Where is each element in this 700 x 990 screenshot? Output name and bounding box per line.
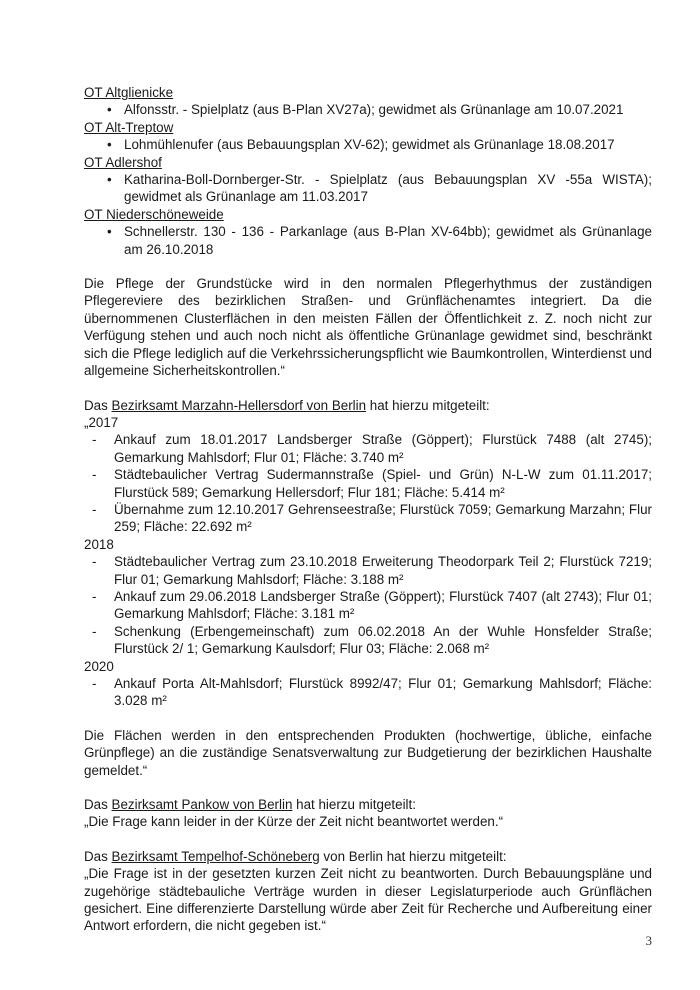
ot-heading: OT Niederschöneweide — [84, 206, 224, 222]
ot-section — [84, 154, 652, 206]
ot-bullet-item: • Lohmühlenufer (aus Bebauungsplan XV-62); gewidmet als Grünanlage 18.08.2017 — [124, 136, 652, 153]
marzahn-section — [84, 397, 652, 780]
ot-heading: OT Altglienicke — [84, 85, 174, 100]
ot-bullet-item: • Katharina-Boll-Dornberger-Str. - Spielplatz (aus Bebauungsplan XV -55a WISTA); gewidmet als Grünanlage am 11.03.2017 — [124, 171, 652, 206]
ot-section-list — [84, 84, 652, 258]
marzahn-closing: Die Flächen werden in den entsprechenden Produkten (hochwertige, übliche, einfache Grünpflege) an die zuständige Senatsverwaltung zur Budgetierung der bezirklichen Haushalte gemeldet.“ — [84, 727, 652, 778]
tempelhof-quote: „Die Frage ist in der gesetzten kurzen Zeit nicht zu beantworten. Durch Bebauungspläne und zugehörige städtebauliche Verträge wurden in dieser Legislaturperiode auch Grünflächen gesichert. Eine differenzierte Darstellung würde aber Zeit für Recherche und Aufbereitung einer Antwort erfordern, die nicht gegeben ist.“ — [84, 866, 652, 934]
ot-heading: OT Adlershof — [84, 154, 162, 170]
pankow-quote: „Die Frage kann leider in der Kürze der Zeit nicht beantwortet werden.“ — [84, 814, 504, 830]
ot-bullet-list — [84, 136, 652, 153]
ot-section — [84, 206, 652, 258]
ot-bullet-item: • Alfonsstr. - Spielplatz (aus B-Plan XV27a); gewidmet als Grünanlage am 10.07.2021 — [124, 101, 652, 118]
ot-section — [84, 119, 652, 154]
tempelhof-intro: Das Bezirksamt Tempelhof-Schöneberg von Berlin hat hierzu mitgeteilt: — [84, 848, 507, 864]
ot-section — [84, 84, 652, 119]
dash-item: - Ankauf zum 29.06.2018 Landsberger Straße (Göppert); Flurstück 7407 (alt 2743); Flur 01; Gemarkung Mahlsdorf; Fläche: 3.181 m² — [114, 588, 652, 623]
year-label: 2020 — [84, 658, 114, 674]
marzahn-intro: Das Bezirksamt Marzahn-Hellersdorf von Berlin hat hierzu mitgeteilt: — [84, 397, 490, 413]
dash-item: - Übernahme zum 12.10.2017 Gehrenseestraße; Flurstück 7059; Gemarkung Marzahn; Flur 259; Fläche: 22.692 m² — [114, 501, 652, 536]
marzahn-district-name: Bezirksamt Marzahn-Hellersdorf von Berlin — [111, 397, 367, 413]
year-label: „2017 — [84, 414, 119, 430]
ot-bullet-list — [84, 171, 652, 206]
tempelhof-section — [84, 848, 652, 935]
year-label: 2018 — [84, 536, 114, 552]
ot-heading: OT Alt-Treptow — [84, 119, 174, 135]
pankow-section — [84, 796, 652, 831]
dash-item: - Ankauf Porta Alt-Mahlsdorf; Flurstück 8992/47; Flur 01; Gemarkung Mahlsdorf; Fläche: 3.028 m² — [114, 675, 652, 710]
dash-item: - Schenkung (Erbengemeinschaft) zum 06.02.2018 An der Wuhle Honsfelder Straße; Flurstück 2/ 1; Gemarkung Kaulsdorf; Flur 03; Fläche: 2.068 m² — [114, 623, 652, 658]
dash-item: - Städtebaulicher Vertrag Sudermannstraße (Spiel- und Grün) N-L-W zum 01.11.2017; Flurstück 589; Gemarkung Hellersdorf; Flur 181; Fläche: 5.414 m² — [114, 466, 652, 501]
dash-item: - Ankauf zum 18.01.2017 Landsberger Straße (Göppert); Flurstück 7488 (alt 2745); Gemarkung Mahlsdorf; Flur 01; Fläche: 3.740 m² — [114, 431, 652, 466]
tempelhof-district-name: Bezirksamt Tempelhof-Schöneberg — [111, 848, 320, 864]
treptow-paragraph: Die Pflege der Grundstücke wird in den normalen Pflegerhythmus der zuständigen Pflegereviere des bezirklichen Straßen- und Grünflächenamtes integriert. Da die übernommenen Clusterflächen in den meisten Fällen der Öffentlichkeit z. Z. noch nicht zur Verfügung stehen und auch noch nicht als öffentliche Grünanlage gewidmet sind, beschränkt sich die Pflege lediglich auf die Verkehrssicherungspflicht wie Baumkontrollen, Winterdienst und allgemeine Sicherheitskontrollen.“ — [84, 276, 652, 379]
pankow-district-name: Bezirksamt Pankow von Berlin — [111, 797, 293, 813]
ot-bullet-list — [84, 223, 652, 258]
dash-list — [84, 553, 652, 657]
dash-list — [84, 675, 652, 710]
ot-bullet-item: • Schnellerstr. 130 - 136 - Parkanlage (aus B-Plan XV-64bb); gewidmet als Grünanlage am 26.10.2018 — [124, 223, 652, 258]
pankow-intro: Das Bezirksamt Pankow von Berlin hat hierzu mitgeteilt: — [84, 797, 416, 813]
page-number: 3 — [645, 933, 652, 948]
ot-bullet-list — [84, 101, 652, 118]
dash-list — [84, 431, 652, 535]
dash-item: - Städtebaulicher Vertrag zum 23.10.2018 Erweiterung Theodorpark Teil 2; Flurstück 7219; Flur 01; Gemarkung Mahlsdorf; Fläche: 3.188 m² — [114, 553, 652, 588]
